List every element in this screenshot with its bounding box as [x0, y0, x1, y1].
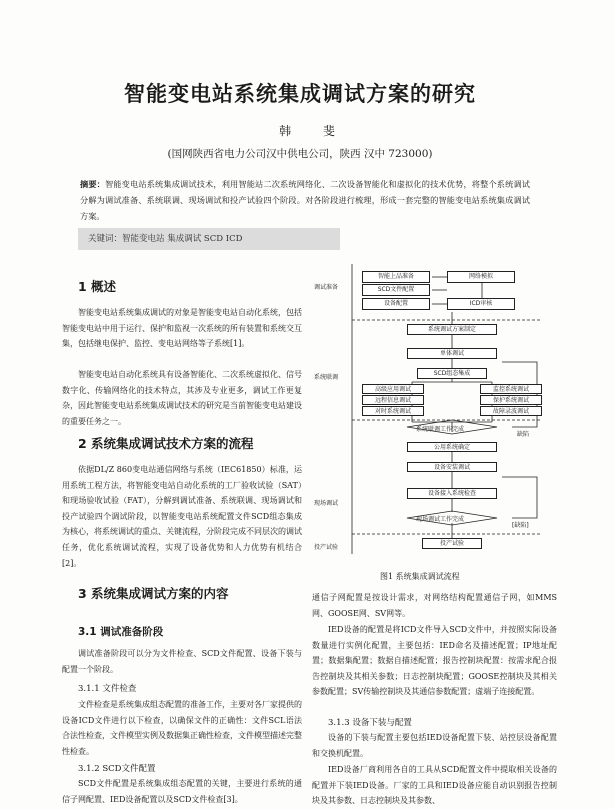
box-test-1: 高级应用调试 [362, 384, 424, 394]
abstract-text: 智能变电站系统集成调试技术，利用智能站二次系统网络化、二次设备智能化和虚拟化的技术优势，将整个系统调试分解为调试准备、系统联调、现场调试和投产试验四个阶段。对各阶段进行梳理，形成一套完整的智能变电站系统集成调试方案。 [80, 179, 530, 221]
section-3-1-1-para: 文件检查是系统集成组态配置的准备工作，主要对各厂家提供的设备ICD文件进行以下检查，以确保文件的正确性：文件SCL语法合法性检查，文件模型实例及数据集正确性检查，文件模型描述完整性检查。 [62, 700, 302, 756]
section-1-para-2: 智能变电站自动化系统具有设备智能化、二次系统虚拟化、信号数字化、传输网络化的技术特点，其涉及专业更多，调试工作更复杂，因此智能变电站系统集成调试技术的研究是当前智能变电站建设的重要任务之一。 [62, 370, 302, 426]
box-icd-check: 智能上品准备 [362, 271, 430, 283]
section-3-1-para-1: 调试准备阶段可以分为文件检查、SCD文件配置、设备下装与配置一个阶段。 [62, 649, 302, 674]
section-3-1-3-heading: 3.1.3 设备下装与配置 [328, 718, 412, 728]
right-para-4: IED设备厂商利用各自的工具从SCD配置文件中提取相关设备的配置并下装IED设备。厂家的工具和IED设备应能自动识别报告控制块及其参数、日志控制块及其参数、 [312, 765, 557, 806]
diamond-field-done: 现场调试工作完成 [416, 516, 465, 523]
abstract [80, 176, 530, 224]
right-para-1: 通信子网配置是按设计需求，对网络结构配置通信子网，如MMS网、GOOSE网、SV网等。 [312, 593, 557, 618]
defect-label-1: 缺陷 [517, 431, 530, 438]
section-2-heading: 2 系统集成调试技术方案的流程 [78, 436, 254, 451]
section-2-para-1: 依据DL/Z 860变电站通信网络与系统（IEC61850）标准，运用系统工程方法，将智能变电站自动化系统的工厂验收试验（SAT）和现场验收试验（FAT），分解到调试准备、系统联调、现场调试和投产试验四个调试阶段，以智能变电站系统配置文件SCD组态集成为核心，将系统调试的重点、关键流程，分阶段完成不同层次的调试任务，优化系统调试流程，实现了设备优势和人力优势有机结合[2]。 [62, 465, 302, 568]
section-1-heading: 1 概述 [78, 279, 117, 294]
stage-label-prep: 调试准备 [314, 284, 339, 291]
section-3-1-2-heading: 3.1.2 SCD文件配置 [78, 764, 156, 774]
box-public-system: 公用系统确定 [407, 442, 497, 452]
section-1-para-1: 智能变电站系统集成调试的对象是智能变电站自动化系统，包括智能变电站中用于运行、保护和监视一次系统的所有装置和系统交互集，包括继电保护、监控、变电站网络等子系统[1]。 [62, 308, 302, 349]
stage-label-commission: 投产试验 [314, 544, 339, 551]
abstract-label: 摘要： [80, 179, 106, 189]
box-unit-test: 单体调试 [407, 348, 497, 359]
diamond-joint-done: 系统联调工作完成 [416, 426, 465, 433]
box-install: 设备安装调试 [407, 462, 497, 472]
box-test-5: 监控系统调试 [480, 384, 542, 394]
section-3-1-1-heading: 3.1.1 文件检查 [78, 684, 137, 694]
box-access-check: 设备接入系统检查 [407, 488, 497, 499]
right-para-2: IED设备的配置是将ICD文件导入SCD文件中，并按照实际设备数量进行实例化配置，主要包括：IED命名及描述配置；IP地址配置；数据集配置；数据自描述配置；报告控制块配置：按需求配合报告控制块及其相关参数；日志控制块配置；GOOSE控制块及其相关参数配置；SV传输控制块及其通信参数配置；虚端子连接配置。 [312, 625, 557, 697]
author: 韩 斐 [279, 124, 349, 138]
figure-caption: 图1 系统集成调试流程 [380, 572, 460, 581]
box-icd-rewrite: ICD审核 [447, 298, 515, 310]
box-scd-assemble: SCD组态集成 [417, 368, 487, 379]
paper-title: 智能变电站系统集成调试方案的研究 [124, 82, 476, 106]
affiliation: (国网陕西省电力公司汉中供电公司，陕西 汉中 723000) [167, 148, 433, 160]
flowchart-figure [312, 262, 552, 562]
box-scd-config: SCD文件配置 [362, 284, 430, 296]
box-net-sim: 网络模拟 [447, 271, 515, 283]
right-para-3: 设备的下装与配置主要包括IED设备配置下装、站控层设备配置和交换机配置。 [312, 733, 557, 758]
defect-label-2: [缺陷] [512, 522, 529, 529]
box-test-3: 对时系统调试 [362, 406, 424, 416]
box-test-2: 远程信息调试 [362, 395, 424, 405]
stage-label-field: 现场调试 [314, 500, 339, 507]
box-device-config: 设备配置 [362, 298, 430, 310]
box-commission: 投产试验 [422, 538, 482, 549]
box-test-6: 保护系统调试 [480, 395, 542, 405]
section-3-1-heading: 3.1 调试准备阶段 [78, 626, 164, 638]
box-plan: 系统调试方案制定 [407, 324, 497, 335]
box-test-7: 故障录波调试 [480, 406, 542, 416]
section-3-heading: 3 系统集成调试方案的内容 [78, 586, 229, 601]
stage-label-joint: 系统联调 [314, 374, 339, 381]
section-3-1-2-para: SCD文件配置是系统集成组态配置的关键，主要进行系统的通信子网配置、IED设备配置以及SCD文件检查[3]。 [62, 779, 302, 804]
keywords-bar: 关键词：智能变电站 集成调试 SCD ICD [78, 228, 340, 250]
